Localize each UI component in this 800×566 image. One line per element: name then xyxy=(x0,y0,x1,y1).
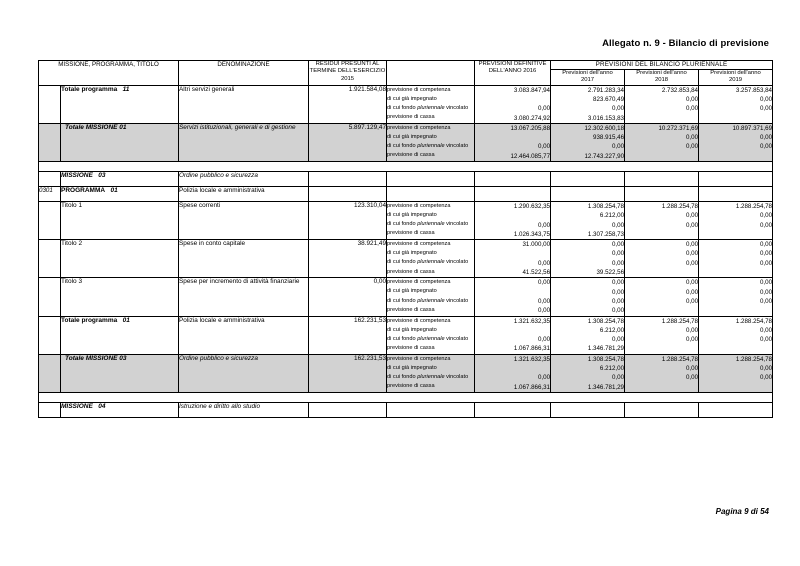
row-label-text: Titolo 2 xyxy=(61,240,83,248)
row-values-col-2 xyxy=(551,186,625,201)
value-fondo-col3: 0,00 xyxy=(685,259,699,267)
value-type-competenza: previsione di competenza xyxy=(387,241,451,248)
row-label-number: 04 xyxy=(92,402,106,410)
value-cassa-col2: 12.743.227,90 xyxy=(584,152,625,160)
row-values-col-2 xyxy=(551,316,625,354)
value-cassa-col1: 0,00 xyxy=(537,307,551,315)
value-type-competenza: previsione di competenza xyxy=(387,86,451,93)
value-impegnato-col1 xyxy=(475,249,550,258)
value-competenza-col3: 10.272.371,69 xyxy=(658,124,699,132)
row-code xyxy=(39,171,61,186)
row-label xyxy=(61,354,179,392)
row-values-col-4 xyxy=(699,171,773,186)
row-values-col-3 xyxy=(625,240,699,278)
value-impegnato-col2: 6.212,00 xyxy=(599,212,625,220)
residui-line3: 2015 xyxy=(340,75,355,82)
table-spacer-row xyxy=(39,392,773,402)
row-values-col-2 xyxy=(551,201,625,239)
value-fondo-col4: 0,00 xyxy=(759,259,773,267)
value-impegnato-col1 xyxy=(475,133,550,142)
anno2019-line2: 2019 xyxy=(728,77,743,84)
anno2018-line2: 2018 xyxy=(654,77,669,84)
value-competenza-col3: 1.288.254,78 xyxy=(661,202,699,210)
value-competenza-col3: 0,00 xyxy=(685,279,699,287)
value-impegnato-col1 xyxy=(475,211,550,220)
value-cassa-col2: 3.016.153,83 xyxy=(587,114,625,122)
row-values-col-2 xyxy=(551,171,625,186)
residui-line1: RESIDUI PRESUNTI AL xyxy=(315,61,380,67)
value-competenza-col4: 1.288.254,78 xyxy=(735,202,773,210)
table-row xyxy=(39,278,773,316)
row-value-types xyxy=(387,85,475,123)
row-values-col-4 xyxy=(699,85,773,123)
row-label-text: MISSIONE xyxy=(61,402,93,410)
value-competenza-col1: 1.321.632,35 xyxy=(513,355,551,363)
row-label-text: Totale programma xyxy=(61,316,118,324)
row-code xyxy=(39,123,61,161)
value-impegnato-col1 xyxy=(475,364,550,373)
value-cassa-col4 xyxy=(699,306,772,315)
spacer-cell xyxy=(39,161,773,171)
col-header-anno-2019 xyxy=(699,69,773,85)
value-fondo-col2: 0,00 xyxy=(611,143,625,151)
value-type-fondo: di cui fondo pluriennale vincolato xyxy=(387,259,469,266)
value-competenza-col4: 1.288.254,78 xyxy=(735,355,773,363)
row-values-col-4 xyxy=(699,402,773,417)
row-residui: 5.897.129,47 xyxy=(309,123,387,161)
value-type-cassa: previsione di cassa xyxy=(387,152,435,159)
value-competenza-col1: 1.321.632,35 xyxy=(513,317,551,325)
value-fondo-col2: 0,00 xyxy=(611,374,625,382)
value-impegnato-col3: 0,00 xyxy=(685,134,699,142)
row-code xyxy=(39,85,61,123)
value-competenza-col2: 0,00 xyxy=(611,241,625,249)
value-impegnato-col4: 0,00 xyxy=(759,95,773,103)
row-code xyxy=(39,278,61,316)
row-code xyxy=(39,201,61,239)
row-residui: 162.231,53 xyxy=(309,316,387,354)
row-value-types xyxy=(387,240,475,278)
row-value-types xyxy=(387,402,475,417)
value-fondo-col4: 0,00 xyxy=(759,221,773,229)
value-fondo-col4: 0,00 xyxy=(759,336,773,344)
value-cassa-col2: 1.346.781,29 xyxy=(587,383,625,391)
value-competenza-col3: 2.732.853,84 xyxy=(661,86,699,94)
value-competenza-col1: 13.067.205,88 xyxy=(510,124,551,132)
value-competenza-col1: 31.000,00 xyxy=(522,241,551,249)
value-type-cassa: previsione di cassa xyxy=(387,230,435,237)
value-type-competenza: previsione di competenza xyxy=(387,317,451,324)
value-cassa-col2: 1.307.258,73 xyxy=(587,230,625,238)
col-header-anno-2018 xyxy=(625,69,699,85)
value-competenza-col3: 0,00 xyxy=(685,241,699,249)
anno2018-line1: Previsioni dell'anno xyxy=(636,69,687,76)
row-label-text: MISSIONE xyxy=(61,171,93,179)
row-values-col-3 xyxy=(625,85,699,123)
value-impegnato-col1 xyxy=(475,326,550,335)
row-code xyxy=(39,402,61,417)
value-fondo-col1: 0,00 xyxy=(537,259,551,267)
row-denominazione: Altri servizi generali xyxy=(179,85,309,123)
row-values-col-1 xyxy=(475,278,551,316)
value-cassa-col2: 39.522,56 xyxy=(596,269,625,277)
prev-def-line1: PREVISIONI DEFINITIVE xyxy=(478,61,547,67)
row-values-col-3 xyxy=(625,123,699,161)
col-header-previsioni-pluriennale: PREVISIONI DEL BILANCIO PLURIENNALE xyxy=(551,61,773,70)
value-cassa-col4 xyxy=(699,344,772,353)
row-label xyxy=(61,316,179,354)
row-values-col-4 xyxy=(699,201,773,239)
value-type-fondo: di cui fondo pluriennale vincolato xyxy=(387,143,469,150)
value-competenza-col1: 0,00 xyxy=(537,279,551,287)
row-values-col-2 xyxy=(551,85,625,123)
row-residui: 162.231,53 xyxy=(309,354,387,392)
value-type-competenza: previsione di competenza xyxy=(387,202,451,209)
value-type-cassa: previsione di cassa xyxy=(387,344,435,351)
value-cassa-col3 xyxy=(625,383,698,392)
col-header-residui xyxy=(309,61,387,86)
value-type-cassa: previsione di cassa xyxy=(387,113,435,120)
row-value-types xyxy=(387,171,475,186)
value-competenza-col4: 0,00 xyxy=(759,241,773,249)
value-impegnato-col4: 0,00 xyxy=(759,326,773,334)
row-label-text: PROGRAMMA xyxy=(61,186,106,194)
value-cassa-col1: 1.067.866,31 xyxy=(513,383,551,391)
table-row xyxy=(39,354,773,392)
table-row xyxy=(39,85,773,123)
row-code xyxy=(39,316,61,354)
page-title: Allegato n. 9 - Bilancio di previsione xyxy=(602,38,769,49)
col-header-valuetype-blank xyxy=(387,61,475,86)
page-footer: Pagina 9 di 54 xyxy=(715,507,769,516)
table-row xyxy=(39,316,773,354)
row-value-types xyxy=(387,123,475,161)
col-header-anno-2017 xyxy=(551,69,625,85)
row-denominazione: Polizia locale e amministrativa xyxy=(179,186,309,201)
value-cassa-col3 xyxy=(625,268,698,277)
value-fondo-col1: 0,00 xyxy=(537,105,551,113)
value-type-impegnato: di cui già impegnato xyxy=(387,133,437,140)
value-impegnato-col4: 0,00 xyxy=(759,212,773,220)
value-fondo-col4: 0,00 xyxy=(759,297,773,305)
value-type-fondo: di cui fondo pluriennale vincolato xyxy=(387,335,469,342)
value-impegnato-col3: 0,00 xyxy=(685,212,699,220)
row-denominazione: Istruzione e diritto allo studio xyxy=(179,402,309,417)
row-residui: 1.921.584,08 xyxy=(309,85,387,123)
value-cassa-col3 xyxy=(625,344,698,353)
value-fondo-col4: 0,00 xyxy=(759,374,773,382)
value-cassa-col4 xyxy=(699,268,772,277)
row-label xyxy=(61,201,179,239)
value-type-impegnato: di cui già impegnato xyxy=(387,250,437,257)
row-label xyxy=(61,123,179,161)
row-values-col-1 xyxy=(475,186,551,201)
row-label xyxy=(61,171,179,186)
row-denominazione: Ordine pubblico e sicurezza xyxy=(179,171,309,186)
row-residui xyxy=(309,186,387,201)
row-values-col-1 xyxy=(475,85,551,123)
row-label xyxy=(61,278,179,316)
row-value-types xyxy=(387,278,475,316)
row-residui xyxy=(309,171,387,186)
row-label-number: 01 xyxy=(117,316,130,324)
value-cassa-col1: 12.464.085,77 xyxy=(510,152,551,160)
row-values-col-3 xyxy=(625,402,699,417)
value-impegnato-col4: 0,00 xyxy=(759,134,773,142)
value-fondo-col3: 0,00 xyxy=(685,143,699,151)
row-values-col-2 xyxy=(551,278,625,316)
value-impegnato-col2: 938.915,46 xyxy=(593,134,625,142)
table-row xyxy=(39,171,773,186)
value-cassa-col1: 41.522,56 xyxy=(522,269,551,277)
value-impegnato-col4: 0,00 xyxy=(759,365,773,373)
value-fondo-col1: 0,00 xyxy=(537,336,551,344)
value-competenza-col4: 3.257.853,84 xyxy=(735,86,773,94)
row-value-types xyxy=(387,201,475,239)
row-value-types xyxy=(387,354,475,392)
value-type-cassa: previsione di cassa xyxy=(387,268,435,275)
value-fondo-col4: 0,00 xyxy=(759,105,773,113)
anno2017-line1: Previsioni dell'anno xyxy=(562,69,613,76)
row-values-col-4 xyxy=(699,240,773,278)
row-values-col-2 xyxy=(551,240,625,278)
table-body xyxy=(39,85,773,417)
row-values-col-4 xyxy=(699,354,773,392)
row-label-number: 01 xyxy=(105,186,118,194)
value-competenza-col4: 0,00 xyxy=(759,279,773,287)
value-type-fondo: di cui fondo pluriennale vincolato xyxy=(387,373,469,380)
value-competenza-col1: 3.083.847,94 xyxy=(513,86,551,94)
value-fondo-col3: 0,00 xyxy=(685,105,699,113)
value-type-impegnato: di cui già impegnato xyxy=(387,364,437,371)
value-cassa-col4 xyxy=(699,152,772,161)
value-impegnato-col2: 0,00 xyxy=(611,288,625,296)
value-competenza-col4: 1.288.254,78 xyxy=(735,317,773,325)
anno2017-line2: 2017 xyxy=(580,77,595,84)
row-label-number: 03 xyxy=(92,171,106,179)
value-competenza-col2: 2.791.283,34 xyxy=(587,86,625,94)
value-competenza-col2: 0,00 xyxy=(611,279,625,287)
table-row xyxy=(39,201,773,239)
col-header-previsioni-definitive xyxy=(475,61,551,86)
prev-def-line2: DELL'ANNO 2016 xyxy=(488,68,537,75)
value-fondo-col1: 0,00 xyxy=(537,297,551,305)
value-type-competenza: previsione di competenza xyxy=(387,279,451,286)
value-impegnato-col3: 0,00 xyxy=(685,326,699,334)
row-values-col-3 xyxy=(625,171,699,186)
value-cassa-col2: 0,00 xyxy=(611,307,625,315)
row-values-col-1 xyxy=(475,354,551,392)
value-competenza-col1: 1.290.632,35 xyxy=(513,202,551,210)
row-label-text: Totale programma xyxy=(61,85,118,93)
value-competenza-col2: 1.308.254,78 xyxy=(587,317,625,325)
value-cassa-col3 xyxy=(625,230,698,239)
col-header-denominazione: DENOMINAZIONE xyxy=(179,61,309,86)
anno2019-line1: Previsioni dell'anno xyxy=(710,69,761,76)
value-cassa-col4 xyxy=(699,114,772,123)
value-cassa-col1: 1.026.343,75 xyxy=(513,230,551,238)
value-fondo-col2: 0,00 xyxy=(611,105,625,113)
row-values-col-1 xyxy=(475,123,551,161)
value-type-fondo: di cui fondo pluriennale vincolato xyxy=(387,104,469,111)
value-cassa-col3 xyxy=(625,306,698,315)
row-residui: 38.921,49 xyxy=(309,240,387,278)
value-impegnato-col1 xyxy=(475,95,550,104)
table-row xyxy=(39,402,773,417)
row-values-col-1 xyxy=(475,171,551,186)
value-type-competenza: previsione di competenza xyxy=(387,355,451,362)
value-fondo-col3: 0,00 xyxy=(685,336,699,344)
value-impegnato-col3: 0,00 xyxy=(685,288,699,296)
row-values-col-2 xyxy=(551,402,625,417)
value-cassa-col3 xyxy=(625,114,698,123)
row-code xyxy=(39,354,61,392)
value-competenza-col4: 10.897.371,69 xyxy=(732,124,773,132)
row-values-col-4 xyxy=(699,186,773,201)
value-fondo-col3: 0,00 xyxy=(685,374,699,382)
row-label-text: Totale MISSIONE 01 xyxy=(65,123,127,131)
value-fondo-col2: 0,00 xyxy=(611,336,625,344)
value-fondo-col3: 0,00 xyxy=(685,221,699,229)
table-spacer-row xyxy=(39,161,773,171)
value-impegnato-col3: 0,00 xyxy=(685,250,699,258)
table-header xyxy=(39,61,773,86)
row-values-col-3 xyxy=(625,278,699,316)
value-impegnato-col3: 0,00 xyxy=(685,365,699,373)
value-competenza-col3: 1.288.254,78 xyxy=(661,317,699,325)
row-denominazione: Servizi istituzionali, generali e di gestione xyxy=(179,123,309,161)
row-label-text: Titolo 3 xyxy=(61,278,83,286)
value-fondo-col2: 0,00 xyxy=(611,221,625,229)
row-residui: 123.310,04 xyxy=(309,201,387,239)
value-type-impegnato: di cui già impegnato xyxy=(387,212,437,219)
value-cassa-col4 xyxy=(699,383,772,392)
value-fondo-col1: 0,00 xyxy=(537,374,551,382)
row-values-col-1 xyxy=(475,402,551,417)
row-label xyxy=(61,186,179,201)
value-competenza-col3: 1.288.254,78 xyxy=(661,355,699,363)
row-label-text: Totale MISSIONE 03 xyxy=(65,354,127,362)
value-impegnato-col2: 6.212,00 xyxy=(599,326,625,334)
value-impegnato-col2: 6.212,00 xyxy=(599,365,625,373)
value-type-competenza: previsione di competenza xyxy=(387,124,451,131)
value-type-impegnato: di cui già impegnato xyxy=(387,288,437,295)
row-value-types xyxy=(387,316,475,354)
row-denominazione: Polizia locale e amministrativa xyxy=(179,316,309,354)
row-values-col-3 xyxy=(625,186,699,201)
row-denominazione: Ordine pubblico e sicurezza xyxy=(179,354,309,392)
row-residui: 0,00 xyxy=(309,278,387,316)
row-label-text: Titolo 1 xyxy=(61,201,83,209)
budget-table xyxy=(38,60,773,418)
row-values-col-1 xyxy=(475,201,551,239)
row-values-col-4 xyxy=(699,123,773,161)
value-type-cassa: previsione di cassa xyxy=(387,306,435,313)
value-impegnato-col4: 0,00 xyxy=(759,288,773,296)
value-cassa-col1: 3.080.274,92 xyxy=(513,114,551,122)
value-type-impegnato: di cui già impegnato xyxy=(387,326,437,333)
value-fondo-col1: 0,00 xyxy=(537,221,551,229)
row-values-col-2 xyxy=(551,123,625,161)
value-type-fondo: di cui fondo pluriennale vincolato xyxy=(387,297,469,304)
value-fondo-col2: 0,00 xyxy=(611,297,625,305)
value-fondo-col1: 0,00 xyxy=(537,143,551,151)
row-denominazione: Spese per incremento di attività finanziarie xyxy=(179,278,309,316)
value-impegnato-col2: 0,00 xyxy=(611,250,625,258)
table-row xyxy=(39,123,773,161)
row-values-col-4 xyxy=(699,278,773,316)
row-label xyxy=(61,240,179,278)
value-impegnato-col3: 0,00 xyxy=(685,95,699,103)
value-cassa-col2: 1.346.781,29 xyxy=(587,345,625,353)
row-code: 0301 xyxy=(39,186,61,201)
value-fondo-col3: 0,00 xyxy=(685,297,699,305)
value-impegnato-col2: 823.670,49 xyxy=(593,95,625,103)
row-values-col-4 xyxy=(699,316,773,354)
value-cassa-col4 xyxy=(699,230,772,239)
row-denominazione: Spese in conto capitale xyxy=(179,240,309,278)
value-impegnato-col1 xyxy=(475,288,550,297)
row-values-col-1 xyxy=(475,240,551,278)
row-values-col-1 xyxy=(475,316,551,354)
row-values-col-3 xyxy=(625,354,699,392)
spacer-cell xyxy=(39,392,773,402)
row-label-number: 11 xyxy=(117,85,130,93)
table-row xyxy=(39,240,773,278)
value-cassa-col1: 1.067.866,31 xyxy=(513,345,551,353)
row-residui xyxy=(309,402,387,417)
row-values-col-3 xyxy=(625,201,699,239)
row-code xyxy=(39,240,61,278)
row-label xyxy=(61,85,179,123)
row-values-col-3 xyxy=(625,316,699,354)
value-competenza-col2: 12.302.600,18 xyxy=(584,124,625,132)
table-row xyxy=(39,186,773,201)
value-type-cassa: previsione di cassa xyxy=(387,383,435,390)
residui-line2: TERMINE DELL'ESERCIZIO xyxy=(309,68,386,75)
value-fondo-col4: 0,00 xyxy=(759,143,773,151)
row-value-types xyxy=(387,186,475,201)
value-competenza-col2: 1.308.254,78 xyxy=(587,202,625,210)
row-denominazione: Spese correnti xyxy=(179,201,309,239)
value-type-impegnato: di cui già impegnato xyxy=(387,95,437,102)
row-label xyxy=(61,402,179,417)
value-competenza-col2: 1.308.254,78 xyxy=(587,355,625,363)
row-values-col-2 xyxy=(551,354,625,392)
value-impegnato-col4: 0,00 xyxy=(759,250,773,258)
value-cassa-col3 xyxy=(625,152,698,161)
col-header-missione-programma-titolo: MISSIONE, PROGRAMMA, TITOLO xyxy=(39,61,179,86)
value-type-fondo: di cui fondo pluriennale vincolato xyxy=(387,221,469,228)
value-fondo-col2: 0,00 xyxy=(611,259,625,267)
